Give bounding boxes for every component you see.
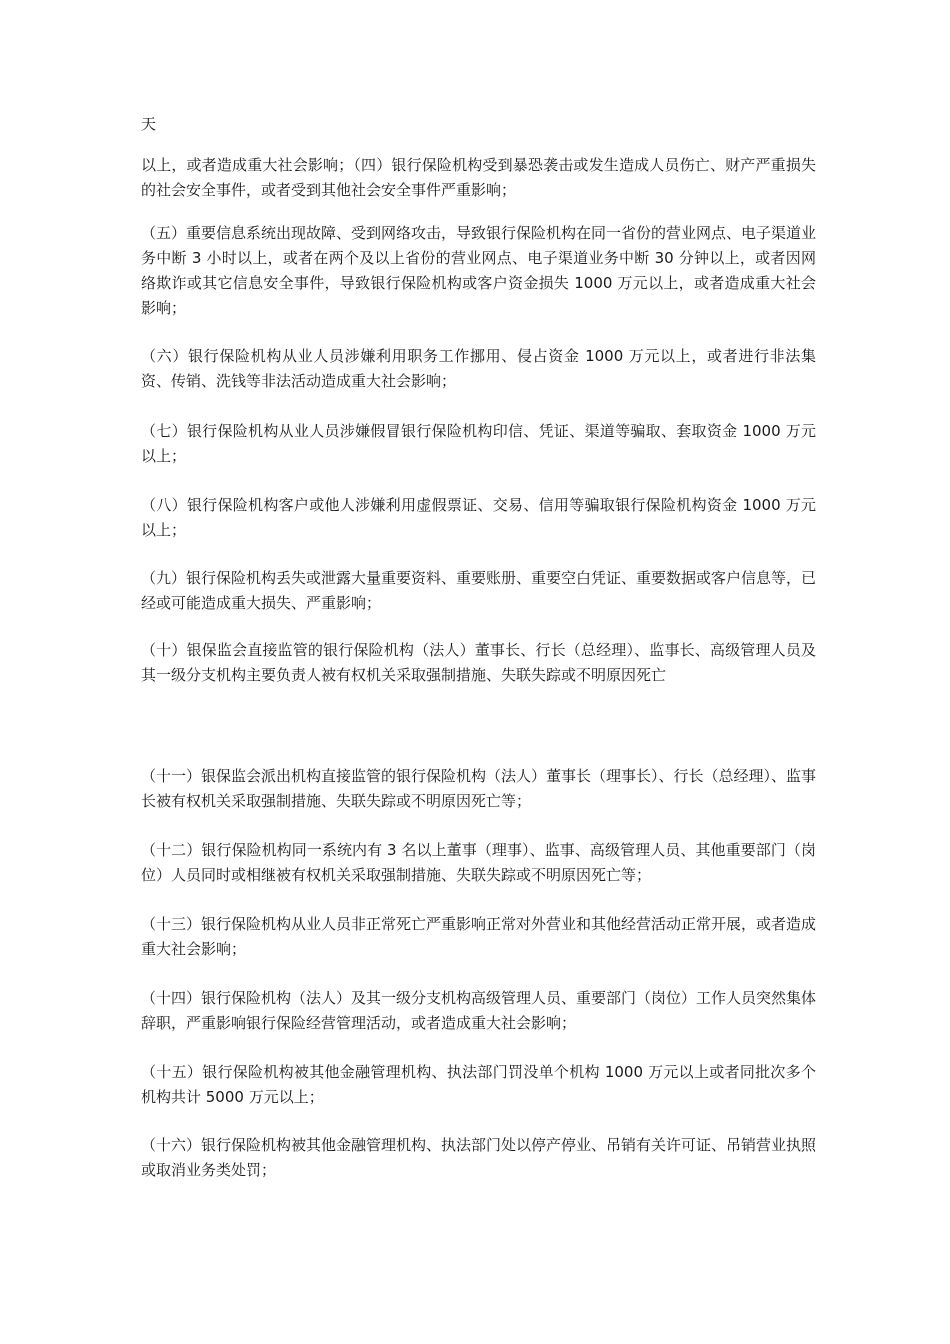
paragraph-item-13: （十三）银行保险机构从业人员非正常死亡严重影响正常对外营业和其他经营活动正常开展，或者造成重大社会影响；: [141, 915, 817, 958]
heading-fragment: 天: [141, 115, 157, 133]
paragraph-item-9: （九）银行保险机构丢失或泄露大量重要资料、重要账册、重要空白凭证、重要数据或客户信息等，已经或可能造成重大损失、严重影响；: [141, 569, 817, 612]
paragraph-item-11: （十一）银保监会派出机构直接监管的银行保险机构（法人）董事长（理事长）、行长（总经理）、监事长被有权机关采取强制措施、失联失踪或不明原因死亡等；: [141, 767, 817, 810]
paragraph-item-16: （十六）银行保险机构被其他金融管理机构、执法部门处以停产停业、吊销有关许可证、吊销营业执照或取消业务类处罚；: [141, 1136, 817, 1179]
paragraph-item-14: （十四）银行保险机构（法人）及其一级分支机构高级管理人员、重要部门（岗位）工作人员突然集体辞职，严重影响银行保险经营管理活动，或者造成重大社会影响；: [141, 989, 817, 1032]
paragraph-item-10: （十）银保监会直接监管的银行保险机构（法人）董事长、行长（总经理）、监事长、高级管理人员及其一级分支机构主要负责人被有权机关采取强制措施、失联失踪或不明原因死亡: [141, 641, 816, 684]
paragraph-item-4: 以上，或者造成重大社会影响；（四）银行保险机构受到暴恐袭击或发生造成人员伤亡、财产严重损失的社会安全事件，或者受到其他社会安全事件严重影响；: [141, 156, 816, 199]
paragraph-item-6: （六）银行保险机构从业人员涉嫌利用职务工作挪用、侵占资金 1000 万元以上，或者进行非法集资、传销、洗钱等非法活动造成重大社会影响；: [141, 347, 816, 390]
paragraph-item-7: （七）银行保险机构从业人员涉嫌假冒银行保险机构印信、凭证、渠道等骗取、套取资金 1000 万元以上；: [141, 422, 816, 465]
paragraph-item-8: （八）银行保险机构客户或他人涉嫌利用虚假票证、交易、信用等骗取银行保险机构资金 1000 万元以上；: [141, 496, 816, 539]
paragraph-item-12: （十二）银行保险机构同一系统内有 3 名以上董事（理事）、监事、高级管理人员、其他重要部门（岗位）人员同时或相继被有权机关采取强制措施、失联失踪或不明原因死亡等；: [141, 841, 816, 884]
paragraph-item-15: （十五）银行保险机构被其他金融管理机构、执法部门罚没单个机构 1000 万元以上或者同批次多个机构共计 5000 万元以上；: [141, 1063, 816, 1106]
paragraph-item-5: （五）重要信息系统出现故障、受到网络攻击，导致银行保险机构在同一省份的营业网点、电子渠道业务中断 3 小时以上，或者在两个及以上省份的营业网点、电子渠道业务中断 30 分钟以上，或者因网络欺诈或其它信息安全事件，导致银行保险机构或客户资金损失 1000 万元以上，或者造成重大社会影响；: [141, 224, 817, 317]
